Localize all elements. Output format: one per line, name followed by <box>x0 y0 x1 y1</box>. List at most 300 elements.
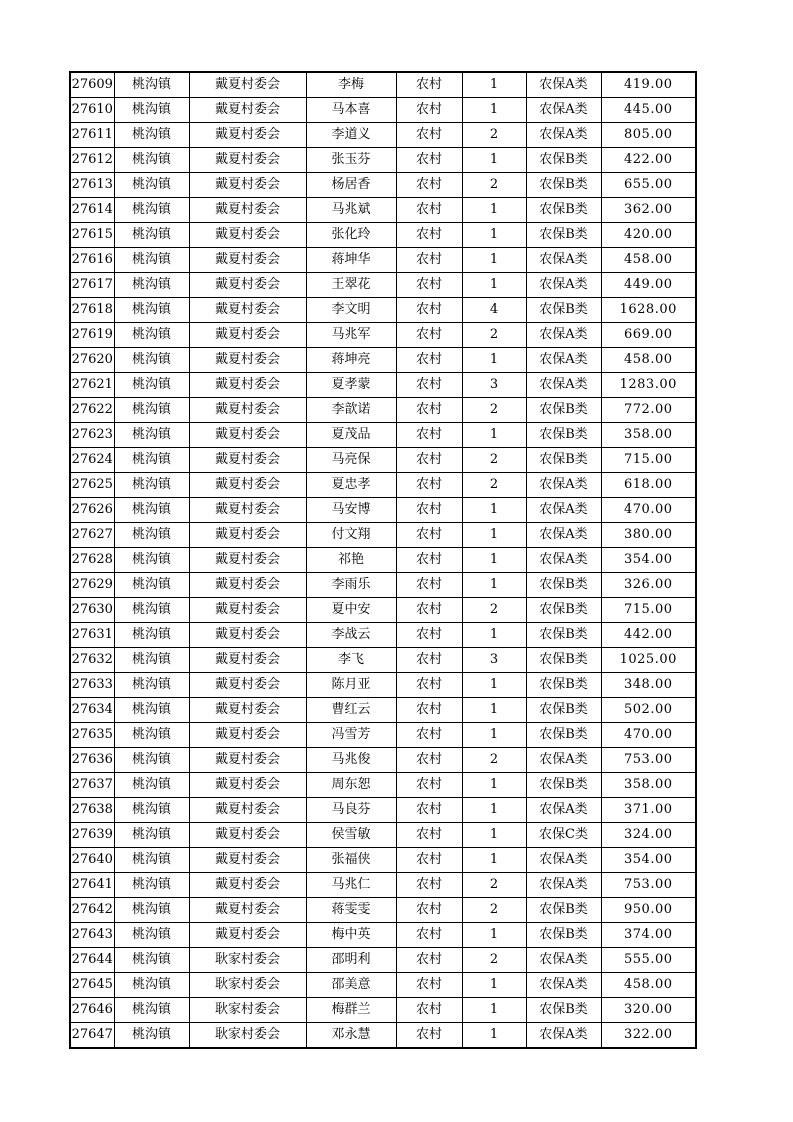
table-cell: 2 <box>462 448 526 473</box>
table-cell: 耿家村委会 <box>189 998 306 1023</box>
table-cell: 农保C类 <box>526 823 601 848</box>
table-cell: 326.00 <box>601 573 696 598</box>
table-cell: 农村 <box>396 998 462 1023</box>
table-cell: 戴夏村委会 <box>189 198 306 223</box>
table-cell: 1 <box>462 998 526 1023</box>
table-row <box>70 1023 696 1049</box>
table-cell: 27634 <box>70 698 114 723</box>
table-cell: 戴夏村委会 <box>189 923 306 948</box>
table-cell: 502.00 <box>601 698 696 723</box>
table-cell: 458.00 <box>601 248 696 273</box>
table-cell: 农保B类 <box>526 148 601 173</box>
table-cell: 桃沟镇 <box>114 923 189 948</box>
table-cell: 农保B类 <box>526 673 601 698</box>
table-cell: 27609 <box>70 72 114 98</box>
table-row <box>70 948 696 973</box>
table-row <box>70 198 696 223</box>
table-cell: 农保A类 <box>526 473 601 498</box>
table-cell: 2 <box>462 398 526 423</box>
table-cell: 27615 <box>70 223 114 248</box>
table-row <box>70 698 696 723</box>
table-cell: 27626 <box>70 498 114 523</box>
table-cell: 农保B类 <box>526 423 601 448</box>
table-cell: 农村 <box>396 773 462 798</box>
table-cell: 27618 <box>70 298 114 323</box>
table-cell: 农保A类 <box>526 548 601 573</box>
table-cell: 农保A类 <box>526 323 601 348</box>
table-cell: 桃沟镇 <box>114 798 189 823</box>
table-cell: 戴夏村委会 <box>189 148 306 173</box>
table-cell: 1 <box>462 1023 526 1049</box>
table-cell: 戴夏村委会 <box>189 373 306 398</box>
table-cell: 李道义 <box>306 123 396 148</box>
table-cell: 1 <box>462 248 526 273</box>
table-cell: 农村 <box>396 973 462 998</box>
table-row <box>70 548 696 573</box>
table-cell: 950.00 <box>601 898 696 923</box>
table-cell: 桃沟镇 <box>114 398 189 423</box>
table-cell: 桃沟镇 <box>114 423 189 448</box>
table-cell: 27640 <box>70 848 114 873</box>
table-cell: 桃沟镇 <box>114 523 189 548</box>
table-cell: 805.00 <box>601 123 696 148</box>
table-cell: 农保B类 <box>526 623 601 648</box>
table-cell: 农村 <box>396 623 462 648</box>
table-cell: 27638 <box>70 798 114 823</box>
table-cell: 祁艳 <box>306 548 396 573</box>
table-row <box>70 873 696 898</box>
table-cell: 马亮保 <box>306 448 396 473</box>
table-cell: 戴夏村委会 <box>189 698 306 723</box>
table-cell: 戴夏村委会 <box>189 573 306 598</box>
table-cell: 1 <box>462 848 526 873</box>
table-cell: 1283.00 <box>601 373 696 398</box>
table-cell: 农保B类 <box>526 773 601 798</box>
table-cell: 2 <box>462 323 526 348</box>
table-cell: 农村 <box>396 198 462 223</box>
table-cell: 27614 <box>70 198 114 223</box>
table-cell: 农村 <box>396 898 462 923</box>
table-row <box>70 598 696 623</box>
table-cell: 715.00 <box>601 598 696 623</box>
table-cell: 农村 <box>396 798 462 823</box>
table-row <box>70 72 696 98</box>
table-cell: 农保A类 <box>526 373 601 398</box>
table-cell: 李梅 <box>306 72 396 98</box>
table-cell: 农村 <box>396 98 462 123</box>
table-cell: 马良芬 <box>306 798 396 823</box>
table-cell: 梅群兰 <box>306 998 396 1023</box>
table-cell: 1 <box>462 72 526 98</box>
table-cell: 445.00 <box>601 98 696 123</box>
table-cell: 2 <box>462 598 526 623</box>
table-cell: 354.00 <box>601 548 696 573</box>
table-cell: 1 <box>462 423 526 448</box>
table-cell: 419.00 <box>601 72 696 98</box>
table-cell: 农村 <box>396 523 462 548</box>
table-cell: 桃沟镇 <box>114 348 189 373</box>
table-cell: 冯雪芳 <box>306 723 396 748</box>
table-cell: 梅中英 <box>306 923 396 948</box>
table-cell: 27623 <box>70 423 114 448</box>
table-cell: 358.00 <box>601 773 696 798</box>
table-cell: 桃沟镇 <box>114 173 189 198</box>
table-cell: 农保B类 <box>526 173 601 198</box>
table-cell: 戴夏村委会 <box>189 523 306 548</box>
table-cell: 农保B类 <box>526 648 601 673</box>
table-cell: 1 <box>462 548 526 573</box>
table-cell: 农村 <box>396 823 462 848</box>
table-cell: 1 <box>462 773 526 798</box>
table-cell: 4 <box>462 298 526 323</box>
table-cell: 27611 <box>70 123 114 148</box>
table-row <box>70 823 696 848</box>
table-cell: 桃沟镇 <box>114 973 189 998</box>
table-cell: 戴夏村委会 <box>189 873 306 898</box>
table-cell: 桃沟镇 <box>114 773 189 798</box>
table-cell: 1 <box>462 223 526 248</box>
table-cell: 桃沟镇 <box>114 323 189 348</box>
table-cell: 农村 <box>396 173 462 198</box>
table-cell: 夏孝蒙 <box>306 373 396 398</box>
table-row <box>70 473 696 498</box>
table-row <box>70 973 696 998</box>
table-cell: 374.00 <box>601 923 696 948</box>
table-cell: 桃沟镇 <box>114 673 189 698</box>
table-cell: 戴夏村委会 <box>189 448 306 473</box>
table-cell: 2 <box>462 473 526 498</box>
table-cell: 农村 <box>396 723 462 748</box>
table-cell: 桃沟镇 <box>114 123 189 148</box>
table-cell: 农保B类 <box>526 198 601 223</box>
table-cell: 农保A类 <box>526 848 601 873</box>
table-cell: 3 <box>462 648 526 673</box>
table-cell: 1 <box>462 348 526 373</box>
table-cell: 农保A类 <box>526 873 601 898</box>
table-cell: 戴夏村委会 <box>189 423 306 448</box>
table-cell: 农村 <box>396 948 462 973</box>
table-cell: 27630 <box>70 598 114 623</box>
table-cell: 458.00 <box>601 973 696 998</box>
table-cell: 桃沟镇 <box>114 98 189 123</box>
table-cell: 1 <box>462 98 526 123</box>
table-row <box>70 448 696 473</box>
table-row <box>70 498 696 523</box>
table-cell: 桃沟镇 <box>114 848 189 873</box>
table-cell: 戴夏村委会 <box>189 598 306 623</box>
table-cell: 王翠花 <box>306 273 396 298</box>
table-cell: 1 <box>462 698 526 723</box>
table-cell: 李战云 <box>306 623 396 648</box>
table-cell: 马兆军 <box>306 323 396 348</box>
records-table <box>69 71 697 1049</box>
table-cell: 442.00 <box>601 623 696 648</box>
table-cell: 马兆俊 <box>306 748 396 773</box>
table-cell: 桃沟镇 <box>114 723 189 748</box>
table-cell: 戴夏村委会 <box>189 798 306 823</box>
table-cell: 1 <box>462 973 526 998</box>
table-row <box>70 423 696 448</box>
table-row <box>70 323 696 348</box>
table-cell: 戴夏村委会 <box>189 623 306 648</box>
table-row <box>70 98 696 123</box>
table-cell: 27639 <box>70 823 114 848</box>
table-cell: 蒋坤亮 <box>306 348 396 373</box>
table-cell: 桃沟镇 <box>114 898 189 923</box>
table-cell: 戴夏村委会 <box>189 473 306 498</box>
table-cell: 张化玲 <box>306 223 396 248</box>
table-cell: 1 <box>462 198 526 223</box>
table-cell: 戴夏村委会 <box>189 848 306 873</box>
table-row <box>70 123 696 148</box>
table-row <box>70 648 696 673</box>
table-cell: 458.00 <box>601 348 696 373</box>
table-cell: 753.00 <box>601 873 696 898</box>
table-cell: 农村 <box>396 373 462 398</box>
table-row <box>70 798 696 823</box>
table-cell: 耿家村委会 <box>189 948 306 973</box>
table-row <box>70 373 696 398</box>
table-cell: 27641 <box>70 873 114 898</box>
table-row <box>70 223 696 248</box>
table-cell: 农保B类 <box>526 998 601 1023</box>
table-cell: 桃沟镇 <box>114 873 189 898</box>
table-row <box>70 898 696 923</box>
table-row <box>70 723 696 748</box>
table-cell: 农保A类 <box>526 973 601 998</box>
table-cell: 27627 <box>70 523 114 548</box>
table-cell: 27643 <box>70 923 114 948</box>
table-cell: 1 <box>462 523 526 548</box>
table-row <box>70 748 696 773</box>
table-cell: 农村 <box>396 548 462 573</box>
table-cell: 农保A类 <box>526 72 601 98</box>
table-cell: 27612 <box>70 148 114 173</box>
table-cell: 农保B类 <box>526 598 601 623</box>
table-cell: 农村 <box>396 748 462 773</box>
table-cell: 桃沟镇 <box>114 623 189 648</box>
table-cell: 农保A类 <box>526 748 601 773</box>
table-cell: 张玉芬 <box>306 148 396 173</box>
table-cell: 农村 <box>396 123 462 148</box>
table-cell: 夏中安 <box>306 598 396 623</box>
table-cell: 27621 <box>70 373 114 398</box>
table-cell: 戴夏村委会 <box>189 748 306 773</box>
table-cell: 27628 <box>70 548 114 573</box>
table-row <box>70 998 696 1023</box>
table-cell: 27637 <box>70 773 114 798</box>
table-cell: 农保B类 <box>526 723 601 748</box>
table-cell: 戴夏村委会 <box>189 723 306 748</box>
table-row <box>70 273 696 298</box>
table-cell: 农村 <box>396 423 462 448</box>
table-cell: 农村 <box>396 72 462 98</box>
table-cell: 27644 <box>70 948 114 973</box>
table-cell: 戴夏村委会 <box>189 673 306 698</box>
table-row <box>70 298 696 323</box>
table-cell: 27635 <box>70 723 114 748</box>
table-cell: 马本喜 <box>306 98 396 123</box>
table-cell: 农村 <box>396 273 462 298</box>
table-row <box>70 623 696 648</box>
table-cell: 戴夏村委会 <box>189 248 306 273</box>
table-cell: 422.00 <box>601 148 696 173</box>
table-row <box>70 398 696 423</box>
table-cell: 桃沟镇 <box>114 72 189 98</box>
table-cell: 戴夏村委会 <box>189 898 306 923</box>
table-cell: 桃沟镇 <box>114 748 189 773</box>
table-cell: 桃沟镇 <box>114 648 189 673</box>
table-cell: 27646 <box>70 998 114 1023</box>
table-cell: 桃沟镇 <box>114 548 189 573</box>
table-row <box>70 248 696 273</box>
table-cell: 农保B类 <box>526 573 601 598</box>
table-cell: 农保A类 <box>526 98 601 123</box>
table-cell: 桃沟镇 <box>114 998 189 1023</box>
table-cell: 农村 <box>396 248 462 273</box>
table-cell: 农村 <box>396 648 462 673</box>
records-table-body <box>70 72 696 1048</box>
table-cell: 449.00 <box>601 273 696 298</box>
table-cell: 戴夏村委会 <box>189 823 306 848</box>
table-cell: 农村 <box>396 473 462 498</box>
table-cell: 付文翔 <box>306 523 396 548</box>
table-cell: 戴夏村委会 <box>189 273 306 298</box>
table-cell: 农保B类 <box>526 923 601 948</box>
table-cell: 农村 <box>396 873 462 898</box>
table-cell: 农保A类 <box>526 523 601 548</box>
table-cell: 桃沟镇 <box>114 248 189 273</box>
table-cell: 蒋坤华 <box>306 248 396 273</box>
table-cell: 马兆仁 <box>306 873 396 898</box>
table-cell: 桃沟镇 <box>114 298 189 323</box>
table-cell: 戴夏村委会 <box>189 773 306 798</box>
table-cell: 耿家村委会 <box>189 973 306 998</box>
table-cell: 2 <box>462 748 526 773</box>
table-cell: 桃沟镇 <box>114 198 189 223</box>
table-cell: 李飞 <box>306 648 396 673</box>
table-cell: 农村 <box>396 298 462 323</box>
table-cell: 马安博 <box>306 498 396 523</box>
table-cell: 桃沟镇 <box>114 498 189 523</box>
table-cell: 农村 <box>396 398 462 423</box>
table-cell: 420.00 <box>601 223 696 248</box>
table-cell: 桃沟镇 <box>114 598 189 623</box>
table-cell: 1 <box>462 573 526 598</box>
table-row <box>70 523 696 548</box>
table-cell: 农村 <box>396 598 462 623</box>
table-cell: 2 <box>462 123 526 148</box>
table-cell: 农保B类 <box>526 223 601 248</box>
table-cell: 桃沟镇 <box>114 473 189 498</box>
table-cell: 农村 <box>396 223 462 248</box>
table-cell: 27645 <box>70 973 114 998</box>
table-cell: 715.00 <box>601 448 696 473</box>
table-cell: 戴夏村委会 <box>189 398 306 423</box>
table-row <box>70 773 696 798</box>
table-cell: 470.00 <box>601 723 696 748</box>
table-cell: 27617 <box>70 273 114 298</box>
table-cell: 农村 <box>396 498 462 523</box>
table-cell: 27613 <box>70 173 114 198</box>
table-cell: 曹红云 <box>306 698 396 723</box>
table-cell: 1 <box>462 673 526 698</box>
table-cell: 1 <box>462 923 526 948</box>
table-cell: 1628.00 <box>601 298 696 323</box>
table-cell: 马兆斌 <box>306 198 396 223</box>
table-cell: 2 <box>462 173 526 198</box>
table-cell: 618.00 <box>601 473 696 498</box>
table-cell: 邵明利 <box>306 948 396 973</box>
table-cell: 27642 <box>70 898 114 923</box>
table-cell: 371.00 <box>601 798 696 823</box>
table-cell: 桃沟镇 <box>114 148 189 173</box>
table-cell: 桃沟镇 <box>114 223 189 248</box>
table-cell: 戴夏村委会 <box>189 548 306 573</box>
table-cell: 桃沟镇 <box>114 948 189 973</box>
table-cell: 27629 <box>70 573 114 598</box>
table-cell: 农村 <box>396 848 462 873</box>
table-cell: 27647 <box>70 1023 114 1049</box>
table-cell: 380.00 <box>601 523 696 548</box>
table-cell: 27625 <box>70 473 114 498</box>
table-cell: 农村 <box>396 148 462 173</box>
table-cell: 2 <box>462 873 526 898</box>
table-cell: 27632 <box>70 648 114 673</box>
table-row <box>70 673 696 698</box>
table-cell: 农保A类 <box>526 248 601 273</box>
table-cell: 桃沟镇 <box>114 448 189 473</box>
table-cell: 27619 <box>70 323 114 348</box>
table-row <box>70 923 696 948</box>
table-cell: 戴夏村委会 <box>189 648 306 673</box>
table-cell: 农村 <box>396 1023 462 1049</box>
table-cell: 农保A类 <box>526 123 601 148</box>
table-cell: 戴夏村委会 <box>189 348 306 373</box>
table-cell: 农保B类 <box>526 898 601 923</box>
table-row <box>70 173 696 198</box>
table-cell: 张福侠 <box>306 848 396 873</box>
table-cell: 354.00 <box>601 848 696 873</box>
table-cell: 2 <box>462 898 526 923</box>
table-cell: 戴夏村委会 <box>189 173 306 198</box>
table-cell: 348.00 <box>601 673 696 698</box>
table-cell: 1025.00 <box>601 648 696 673</box>
table-row <box>70 148 696 173</box>
table-cell: 陈月亚 <box>306 673 396 698</box>
table-cell: 李歆诺 <box>306 398 396 423</box>
table-cell: 戴夏村委会 <box>189 498 306 523</box>
table-cell: 27616 <box>70 248 114 273</box>
table-cell: 27622 <box>70 398 114 423</box>
table-cell: 农保B类 <box>526 448 601 473</box>
table-cell: 耿家村委会 <box>189 1023 306 1049</box>
table-cell: 1 <box>462 498 526 523</box>
table-cell: 桃沟镇 <box>114 273 189 298</box>
table-cell: 夏茂品 <box>306 423 396 448</box>
table-cell: 戴夏村委会 <box>189 123 306 148</box>
table-cell: 李雨乐 <box>306 573 396 598</box>
table-cell: 324.00 <box>601 823 696 848</box>
table-cell: 桃沟镇 <box>114 698 189 723</box>
table-cell: 农保A类 <box>526 1023 601 1049</box>
table-cell: 侯雪敏 <box>306 823 396 848</box>
table-cell: 470.00 <box>601 498 696 523</box>
table-cell: 669.00 <box>601 323 696 348</box>
table-cell: 1 <box>462 823 526 848</box>
table-cell: 农村 <box>396 923 462 948</box>
table-cell: 戴夏村委会 <box>189 323 306 348</box>
